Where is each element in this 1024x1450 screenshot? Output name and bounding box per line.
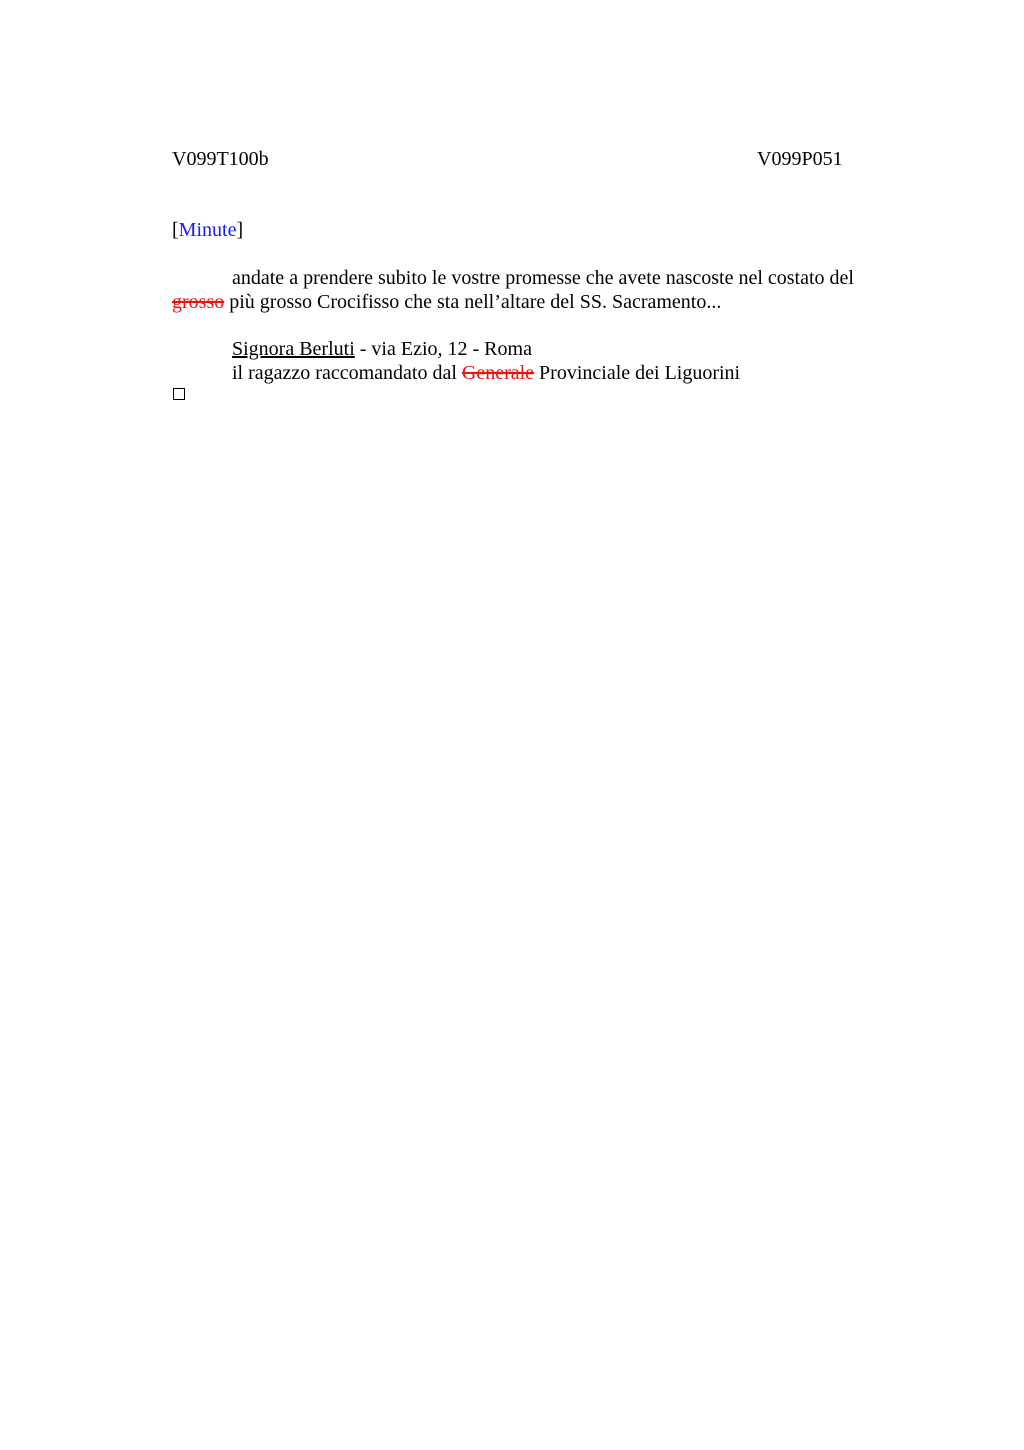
address-text: - via Ezio, 12 - Roma xyxy=(354,338,532,360)
open-bracket: [ xyxy=(172,219,179,241)
paragraph-text: più grosso Crocifisso che sta nell’altare del SS. Sacramento... xyxy=(224,291,722,313)
header-left-code: V099T100b xyxy=(172,148,269,170)
address-line xyxy=(232,337,740,361)
paragraph-line: andate a prendere subito le vostre promesse che avete nascoste nel costato del xyxy=(232,267,854,289)
paragraph-line xyxy=(172,290,882,314)
recipient-name: Signora Berluti xyxy=(232,338,355,360)
close-bracket: ] xyxy=(236,219,244,241)
paragraph-address xyxy=(232,337,740,385)
section-label: Minute xyxy=(178,219,237,241)
empty-square-icon xyxy=(173,388,185,400)
paragraph-promises xyxy=(172,266,882,314)
section-heading xyxy=(172,218,243,242)
header-right-code: V099P051 xyxy=(757,148,843,170)
note-line xyxy=(232,361,740,385)
deleted-word: grosso xyxy=(172,291,225,313)
note-text-end: Provinciale dei Liguorini xyxy=(534,362,741,384)
note-text-start: il ragazzo raccomandato dal xyxy=(232,362,462,384)
deleted-word: Generale xyxy=(461,362,535,384)
